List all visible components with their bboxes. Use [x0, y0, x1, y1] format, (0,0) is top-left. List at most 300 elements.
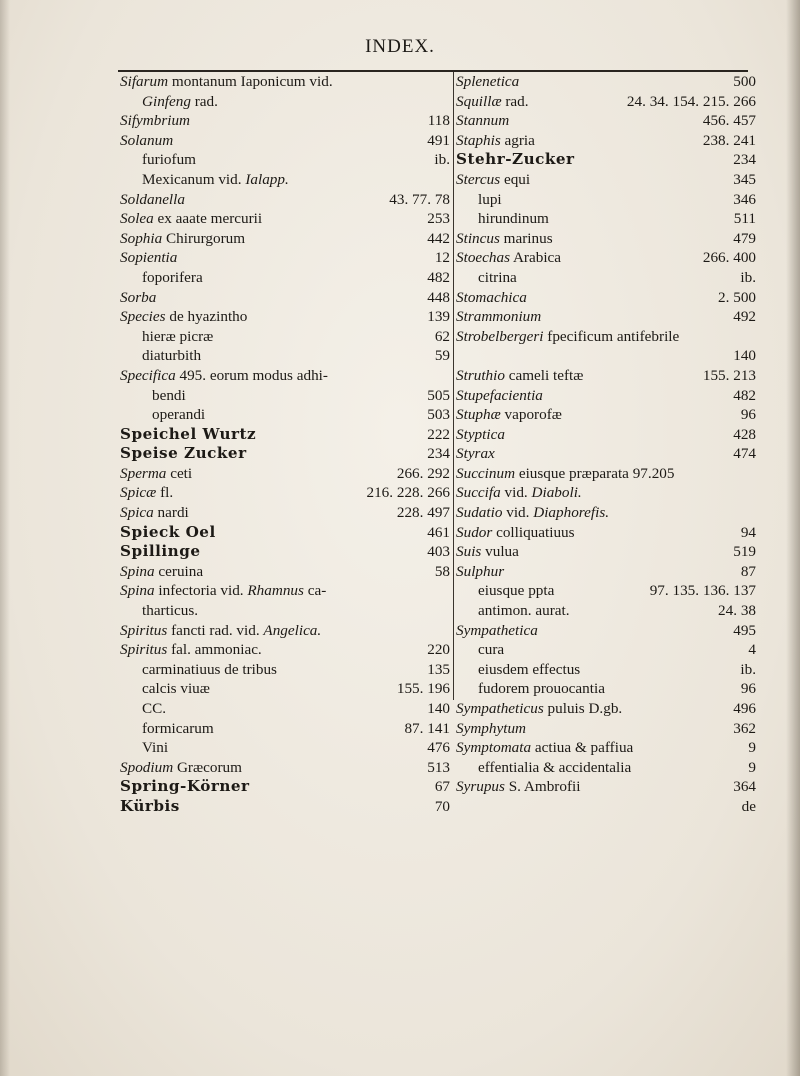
entry-text: infectoria vid.: [154, 582, 248, 600]
entry-term: [142, 719, 214, 739]
entry-term: [456, 425, 505, 445]
entry-headword: Spiritus: [120, 641, 168, 659]
entry-text: Arabica: [510, 249, 562, 267]
entry-page-number: 505: [427, 386, 450, 404]
entry-crossref: Angelica.: [263, 621, 322, 639]
entry-term: [456, 719, 526, 739]
entry-text: cameli teftæ: [504, 366, 584, 384]
entry-term: [478, 679, 605, 699]
entry-page-number: 87. 141: [404, 719, 450, 737]
entry-headword: Sympatheticus: [456, 700, 544, 717]
index-entry: [456, 248, 756, 268]
entry-text: hirundinum: [478, 210, 549, 228]
index-entry: [456, 131, 756, 151]
entry-headword: Squillæ: [456, 92, 502, 110]
entry-headword: Specifica: [120, 366, 176, 384]
entry-text: hieræ picræ: [142, 327, 214, 345]
entry-page-number: 59: [434, 347, 450, 365]
index-entry: [456, 268, 756, 288]
index-entry: [120, 386, 450, 406]
entry-term: [478, 268, 517, 288]
entry-headword: Sulphur: [456, 562, 505, 580]
index-entry: [120, 523, 450, 543]
entry-page-number: 96: [740, 680, 756, 698]
index-entry: [120, 719, 450, 739]
entry-term: [478, 601, 570, 621]
entry-term: [120, 229, 245, 249]
index-entry: [456, 777, 756, 797]
entry-page-number: 24. 38: [718, 602, 756, 620]
entry-page-number: 503: [427, 406, 450, 424]
entry-text: S. Ambrofii: [504, 778, 581, 796]
entry-page-number: 58: [434, 562, 450, 580]
entry-term-blackletter: Spring-Körner: [120, 777, 250, 796]
entry-page-number: 234: [733, 151, 756, 169]
entry-page-number: 9: [748, 758, 756, 776]
entry-text: nardi: [153, 504, 189, 522]
entry-text: fl.: [156, 484, 174, 502]
entry-term: [120, 581, 326, 601]
entry-text: Mexicanum vid.: [142, 170, 246, 188]
entry-headword: Stannum: [456, 112, 510, 130]
entry-page-number: 94: [740, 523, 756, 541]
entry-page-number: 428: [733, 425, 756, 443]
entry-page-number: 135: [427, 660, 450, 678]
entry-term: [120, 111, 190, 131]
entry-page-number: 519: [733, 543, 756, 561]
entry-page-number: 234: [427, 445, 450, 463]
entry-text: Græcorum: [173, 758, 242, 776]
entry-term: [152, 405, 205, 425]
entry-term: [456, 405, 562, 425]
index-entry: [120, 562, 450, 582]
entry-headword: Ginfeng: [142, 92, 191, 110]
entry-text: eiusque ppta: [478, 582, 555, 600]
entry-headword: Spina: [120, 562, 155, 580]
entry-text: fudorem prouocantia: [478, 680, 605, 698]
index-entry: [120, 660, 450, 680]
entry-page-number: 495: [733, 621, 756, 639]
index-entry: [120, 797, 450, 817]
entry-term: [120, 483, 173, 503]
index-entry: [120, 209, 450, 229]
entry-headword: Spica: [120, 504, 154, 522]
page-title: INDEX.: [365, 36, 435, 57]
entry-term: [120, 797, 180, 817]
index-entry: [120, 288, 450, 308]
entry-term: [120, 425, 256, 445]
entry-page-number: ib.: [740, 660, 756, 678]
entry-headword: Sifymbrium: [120, 112, 191, 130]
entry-text: fal. ammoniac.: [167, 641, 262, 659]
entry-term: [120, 288, 156, 308]
index-entry: [120, 621, 450, 641]
index-entry: [456, 229, 756, 249]
entry-text: ceti: [166, 464, 193, 482]
entry-page-number: 474: [733, 445, 756, 463]
entry-text: diaturbith: [142, 347, 202, 365]
entry-text: vid.: [502, 504, 534, 522]
index-entry: [456, 444, 756, 464]
index-entry: [120, 444, 450, 464]
entry-term: [456, 483, 582, 503]
entry-page-number: 2. 500: [718, 288, 756, 306]
entry-term: [120, 190, 185, 210]
entry-term-blackletter: Speichel Wurtz: [120, 424, 257, 443]
entry-headword: Stomachica: [456, 288, 527, 306]
entry-term: [120, 131, 173, 151]
entry-headword: Stuphæ: [456, 406, 501, 424]
index-entry: [456, 503, 756, 523]
entry-term: [142, 601, 198, 621]
entry-crossref: Rhamnus: [247, 582, 304, 600]
index-entry: [456, 483, 756, 503]
entry-page-number: 461: [427, 523, 450, 541]
entry-text: effentialia & accidentalia: [478, 758, 632, 776]
index-entry: [120, 190, 450, 210]
entry-headword: Suis: [456, 543, 482, 561]
entry-page-number: 9: [748, 739, 756, 757]
entry-term: [456, 307, 541, 327]
index-entry: [456, 72, 756, 92]
entry-term-blackletter: Spieck Oel: [120, 522, 216, 541]
entry-term: [478, 209, 549, 229]
entry-text: formicarum: [142, 719, 214, 737]
entry-term: [120, 464, 192, 484]
index-entry: [456, 542, 756, 562]
index-entry: [456, 679, 756, 699]
entry-term: [120, 366, 328, 386]
entry-page-number: 482: [427, 268, 450, 286]
entry-headword: Spicæ: [120, 484, 157, 502]
index-entry: [456, 758, 756, 778]
entry-page-number: 513: [427, 758, 450, 776]
entry-page-number: 492: [733, 308, 756, 326]
entry-crossref: Diaboli.: [531, 484, 582, 502]
index-entry: [120, 601, 450, 621]
entry-term: [456, 444, 495, 464]
index-entry: [120, 229, 450, 249]
entry-headword: Stoechas: [456, 249, 510, 267]
entry-headword: Succifa: [456, 484, 501, 502]
entry-term: [120, 72, 333, 92]
index-entry: [120, 738, 450, 758]
entry-headword: Splenetica: [456, 73, 520, 90]
entry-headword: Styrax: [456, 445, 495, 463]
entry-term: [478, 190, 502, 210]
entry-headword: Stupefacientia: [456, 386, 543, 404]
entry-page-number: 511: [733, 210, 756, 228]
entry-term: [456, 248, 561, 268]
entry-page-number: 67: [434, 778, 450, 796]
entry-term: [456, 366, 583, 386]
entry-term: [142, 327, 213, 347]
index-entry: [456, 190, 756, 210]
entry-term: [142, 268, 203, 288]
entry-term: [456, 150, 575, 170]
entry-text: 495. eorum modus adhi-: [175, 366, 328, 384]
index-entry: [456, 170, 756, 190]
entry-text: fpecificum antifebrile: [543, 327, 680, 345]
entry-term: [120, 621, 321, 641]
entry-text: ca-: [303, 582, 327, 600]
index-entry: [120, 405, 450, 425]
entry-headword: Symphytum: [456, 719, 527, 737]
entry-headword: Sudatio: [456, 504, 503, 522]
entry-text: bendi: [152, 386, 186, 404]
entry-headword: Staphis: [456, 131, 501, 149]
index-entry: [456, 562, 756, 582]
entry-headword: Strobelbergeri: [456, 327, 544, 345]
entry-term: [456, 386, 543, 406]
entry-page-number: 346: [733, 190, 756, 208]
entry-term: [456, 288, 527, 308]
entry-headword: Sophia: [120, 229, 163, 247]
entry-term: [142, 679, 210, 699]
entry-term: [456, 72, 519, 92]
entry-headword: Strammonium: [456, 308, 542, 326]
entry-page-number: 476: [427, 739, 450, 757]
entry-page-number: 238. 241: [702, 131, 756, 149]
index-entry: [456, 386, 756, 406]
index-entry: [456, 640, 756, 660]
column-divider: [453, 72, 454, 700]
entry-page-number: 4: [748, 641, 756, 659]
entry-term: [456, 170, 530, 190]
entry-page-number: 456. 457: [702, 112, 756, 130]
index-entry: [456, 288, 756, 308]
entry-page-number: 482: [733, 386, 756, 404]
entry-headword: Species: [120, 308, 166, 326]
index-entry: [120, 248, 450, 268]
index-entry: [120, 346, 450, 366]
index-entry: [456, 601, 756, 621]
entry-term: [120, 523, 216, 543]
index-entry: [456, 523, 756, 543]
entry-term: [456, 229, 553, 249]
index-entry: [120, 150, 450, 170]
index-entry: [456, 307, 756, 327]
entry-term: [478, 581, 554, 601]
entry-text: rad.: [190, 92, 218, 110]
entry-headword: Struthio: [456, 366, 505, 384]
entry-page-number: 62: [434, 327, 450, 345]
entry-headword: Stercus: [456, 170, 501, 188]
page-edge-shadow: [786, 0, 800, 1076]
entry-headword: Symptomata: [456, 739, 532, 757]
entry-text: marinus: [499, 229, 553, 247]
index-entry: [120, 72, 450, 92]
index-entry: [120, 758, 450, 778]
index-entry: [456, 738, 756, 758]
entry-page-number: 403: [427, 543, 450, 561]
entry-headword: Syrupus: [456, 778, 505, 796]
index-entry: [456, 150, 756, 170]
entry-page-number: 220: [427, 641, 450, 659]
entry-term: [120, 209, 262, 229]
entry-term-blackletter: Spillinge: [120, 542, 201, 561]
entry-page-number: 496: [733, 700, 756, 717]
entry-page-number: 442: [427, 229, 450, 247]
entry-headword: Sudor: [456, 523, 493, 541]
entry-term: [142, 150, 196, 170]
index-entry: [120, 503, 450, 523]
entry-term: [142, 170, 289, 190]
index-entry: [120, 679, 450, 699]
entry-text: montanum Iaponicum vid.: [168, 73, 333, 90]
entry-page-number: 491: [427, 131, 450, 149]
entry-headword: Sympathetica: [456, 621, 538, 639]
index-column-right: [456, 72, 756, 817]
entry-text: de hyazintho: [165, 308, 248, 326]
entry-headword: Styptica: [456, 425, 505, 443]
entry-page-number: 253: [427, 210, 450, 228]
entry-headword: Succinum: [456, 464, 516, 482]
index-entry: [120, 170, 450, 190]
entry-headword: Sorba: [120, 288, 157, 306]
index-entry: [120, 464, 450, 484]
entry-term: [142, 738, 168, 758]
entry-text: puluis D.gb.: [543, 700, 623, 717]
entry-page-number: 216. 228. 266: [366, 484, 450, 502]
entry-page-number: 140: [733, 347, 756, 365]
index-entry: [120, 581, 450, 601]
entry-term: [478, 758, 631, 778]
entry-page-number: 24. 34. 154. 215. 266: [626, 92, 756, 110]
entry-page-number: 362: [733, 719, 756, 737]
entry-term: [478, 660, 580, 680]
entry-term: [456, 92, 529, 112]
entry-page-number: 155. 213: [702, 366, 756, 384]
entry-text: ceruina: [154, 562, 204, 580]
entry-page-number: 87: [740, 562, 756, 580]
entry-text: CC.: [142, 700, 167, 717]
entry-term: [120, 562, 203, 582]
entry-page-number: 500: [733, 73, 756, 90]
entry-page-number: 43. 77. 78: [389, 190, 450, 208]
entry-page-number: 155. 196: [396, 680, 450, 698]
entry-page-number: 140: [427, 700, 450, 717]
entry-text: colliquatiuus: [492, 523, 575, 541]
entry-text: operandi: [152, 406, 206, 424]
index-entry: [120, 327, 450, 347]
index-entry: [120, 307, 450, 327]
index-column-left: [120, 72, 450, 817]
index-entry: [120, 640, 450, 660]
index-entry: [120, 366, 450, 386]
entry-text: cura: [478, 641, 505, 659]
entry-page-number: 266. 292: [396, 464, 450, 482]
index-entry: [456, 660, 756, 680]
entry-headword: Soldanella: [120, 190, 185, 208]
index-entry: [456, 405, 756, 425]
entry-headword: Solanum: [120, 131, 174, 149]
entry-term: [456, 464, 674, 484]
entry-term: [142, 92, 218, 112]
index-entry: [456, 719, 756, 739]
index-entry: [456, 425, 756, 445]
entry-term: [456, 562, 504, 582]
entry-term: [456, 699, 622, 719]
entry-headword: Spodium: [120, 758, 174, 776]
entry-term: [142, 346, 201, 366]
index-entry: [120, 425, 450, 445]
index-entry: [456, 92, 756, 112]
entry-term: [120, 248, 177, 268]
page-gutter-shadow: [0, 0, 10, 1076]
entry-page-number: 345: [733, 170, 756, 188]
entry-term: [120, 307, 247, 327]
entry-term-blackletter: Kürbis: [120, 796, 180, 815]
entry-page-number: 266. 400: [702, 249, 756, 267]
entry-term: [152, 386, 186, 406]
entry-text: vid.: [500, 484, 532, 502]
entry-term: [120, 542, 201, 562]
entry-text: foporifera: [142, 268, 203, 286]
entry-term: [142, 699, 166, 719]
index-entry: [120, 131, 450, 151]
entry-text: antimon. aurat.: [478, 602, 570, 620]
index-entry: [456, 346, 756, 366]
entry-page-number: 70: [434, 797, 450, 815]
entry-text: furiofum: [142, 151, 196, 169]
index-entry: [456, 621, 756, 641]
entry-term: [120, 640, 262, 660]
entry-page-number: 222: [427, 425, 450, 443]
entry-term: [120, 444, 247, 464]
entry-page-number: 139: [427, 308, 450, 326]
entry-text: ex aaate mercurii: [153, 210, 263, 228]
entry-term: [456, 777, 580, 797]
entry-page-number: 118: [427, 112, 450, 130]
entry-term: [456, 503, 609, 523]
entry-term: [120, 503, 189, 523]
index-entry: [120, 111, 450, 131]
index-entry: [456, 464, 756, 484]
index-entry: [456, 327, 756, 347]
entry-crossref: Ialapp.: [245, 170, 289, 188]
entry-headword: Solea: [120, 210, 154, 228]
entry-text: tharticus.: [142, 602, 199, 620]
entry-headword: Sifarum: [120, 73, 169, 90]
entry-text: Vini: [142, 739, 169, 757]
index-entry: [120, 699, 450, 719]
entry-term: [456, 111, 509, 131]
entry-term: [456, 542, 519, 562]
entry-term: [456, 523, 575, 543]
entry-text: agria: [500, 131, 535, 149]
index-entry: [120, 92, 450, 112]
entry-text: vulua: [481, 543, 519, 561]
entry-crossref: Diaphorefis.: [533, 504, 610, 522]
entry-term: [120, 777, 250, 797]
entry-page-number: ib.: [740, 268, 756, 286]
entry-page-number: 364: [733, 778, 756, 796]
entry-term: [478, 640, 504, 660]
entry-text: Chirurgorum: [162, 229, 246, 247]
entry-headword: Spiritus: [120, 621, 168, 639]
entry-page-number: 479: [733, 229, 756, 247]
entry-text: vaporofæ: [500, 406, 562, 424]
entry-text: actiua & paffiua: [531, 739, 634, 757]
entry-page-number: 12: [434, 249, 450, 267]
entry-headword: Spina: [120, 582, 155, 600]
entry-term: [456, 131, 535, 151]
index-entry: [456, 581, 756, 601]
entry-text: lupi: [478, 190, 502, 208]
entry-headword: Stincus: [456, 229, 500, 247]
index-entry: [456, 111, 756, 131]
